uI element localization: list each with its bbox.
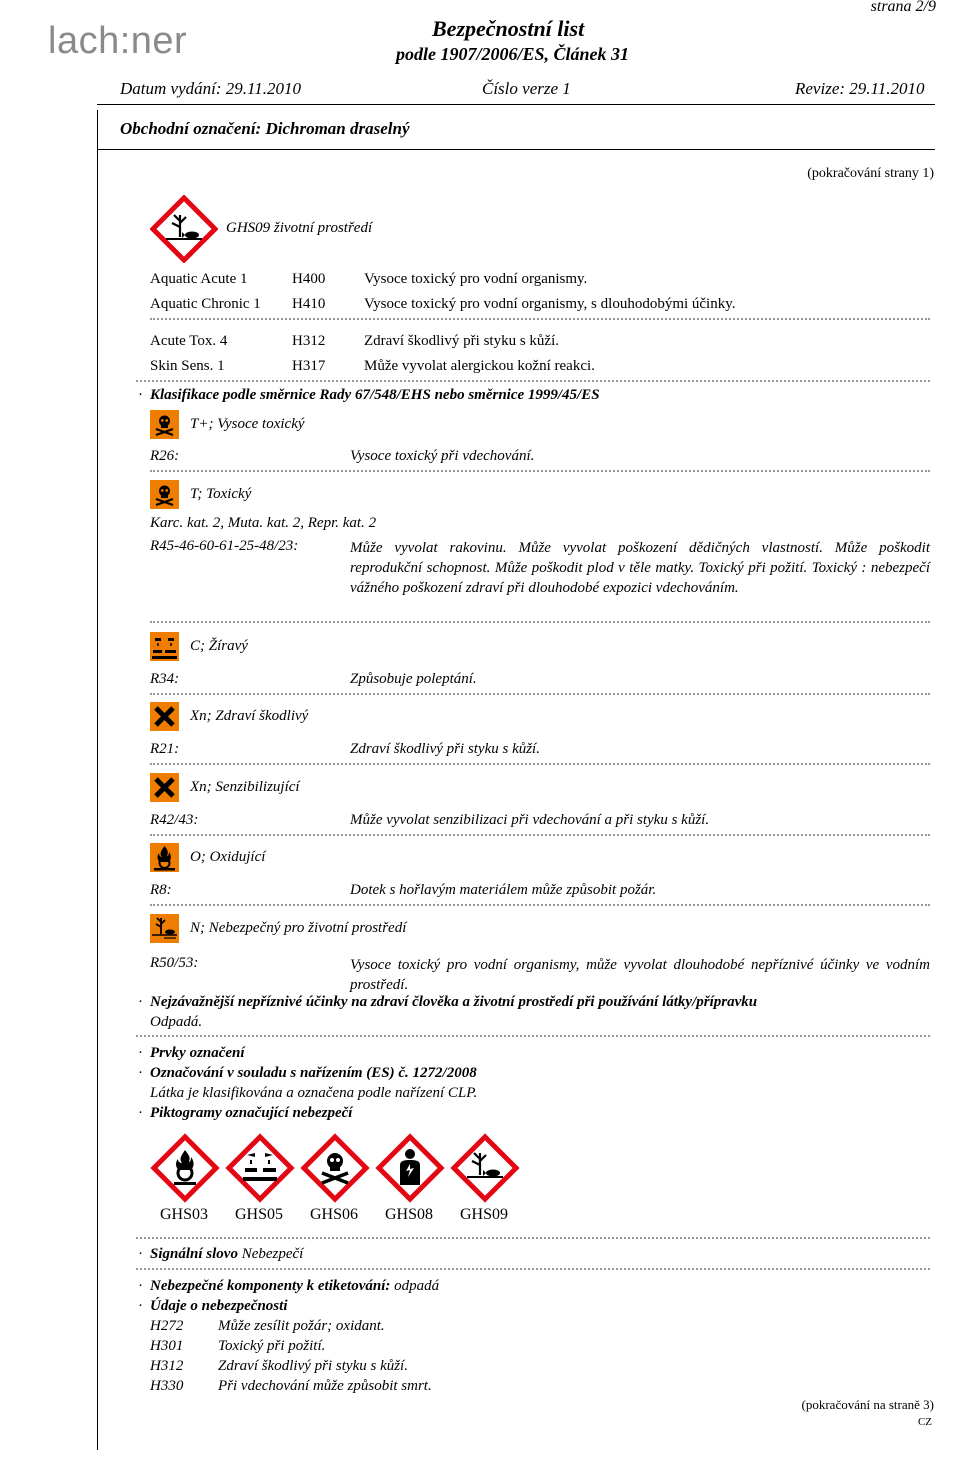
label-elements-heading: Prvky označení (150, 1045, 245, 1061)
r21-text: Zdraví škodlivý při styku s kůží. (350, 741, 540, 757)
xn-harmful-label: Xn; Zdraví škodlivý (190, 708, 309, 724)
h-text: Toxický při požití. (218, 1338, 326, 1354)
corrosion-icon (150, 632, 179, 661)
h-code: H301 (150, 1338, 184, 1354)
hazardous-components: Nebezpečné komponenty k etiketování: odpadá (150, 1278, 440, 1294)
r45-text: Může vyvolat rakovinu. Může vyvolat poškození dědičných vlastností. Může poškodit reprodukční schopnost. Může poškodit plod v těle matky. Toxický při požití. Toxický : nebezpečí vážného poškození zdraví při dlouhodobé expozici vdechováním. (350, 540, 930, 596)
pictogram-code: GHS03 (160, 1206, 209, 1223)
hazard-class: Skin Sens. 1 (150, 358, 225, 374)
r8-code: R8: (150, 882, 172, 898)
t-label: T; Toxický (190, 486, 252, 502)
c-label: C; Žíravý (190, 638, 248, 654)
hazardous-components-value: odpadá (394, 1278, 440, 1294)
issue-date: Datum vydání: 29.11.2010 (120, 79, 301, 98)
ghs08-health-hazard-icon (375, 1133, 445, 1203)
hazard-class: Aquatic Chronic 1 (150, 296, 261, 312)
hazard-text: Vysoce toxický pro vodní organismy, s dlouhodobými účinky. (364, 296, 736, 312)
pictogram-code: GHS08 (385, 1206, 434, 1223)
hazard-code: H317 (292, 358, 326, 374)
header-rule (97, 104, 935, 105)
language-code: CZ (917, 1416, 932, 1428)
n-label: N; Nebezpečný pro životní prostředí (190, 920, 407, 936)
skull-icon (150, 480, 179, 509)
r21-code: R21: (150, 741, 180, 757)
harmful-cross-icon (150, 702, 179, 731)
clp-text: Látka je klasifikována a označena podle nařízení CLP. (150, 1085, 478, 1101)
tplus-label: T+; Vysoce toxický (190, 416, 305, 432)
hazard-text: Může vyvolat alergickou kožní reakci. (364, 358, 595, 374)
adverse-effects-heading: Nejzávažnější nepříznivé účinky na zdraví člověka a životní prostředí při používání látky/přípravku (150, 994, 758, 1010)
document-title: Bezpečnostní list (432, 16, 585, 41)
r34-code: R34: (150, 671, 180, 687)
clp-heading: Označování v souladu s nařízením (ES) č. 1272/2008 (150, 1065, 477, 1081)
h-code: H330 (150, 1378, 184, 1394)
continuation-top: (pokračování strany 1) (807, 166, 934, 181)
skull-icon (150, 410, 179, 439)
h-text: Může zesílit požár; oxidant. (218, 1318, 385, 1334)
r8-text: Dotek s hořlavým materiálem může způsobit požár. (350, 882, 657, 898)
trade-name: Obchodní označení: Dichroman draselný (120, 119, 410, 138)
t-categories: Karc. kat. 2, Muta. kat. 2, Repr. kat. 2 (150, 515, 377, 531)
ghs09-environment-icon (150, 195, 218, 263)
pictogram-code: GHS06 (310, 1206, 359, 1223)
r26-code: R26: (150, 448, 180, 464)
hazard-class: Aquatic Acute 1 (150, 271, 248, 287)
hazard-text: Vysoce toxický pro vodní organismy. (364, 271, 588, 287)
pictogram-code: GHS09 (460, 1206, 509, 1223)
r42-text: Může vyvolat senzibilizaci při vdechování a při styku s kůží. (350, 812, 710, 828)
ghs09-environment-icon (450, 1133, 520, 1203)
signal-word: Signální slovo Nebezpečí (150, 1246, 304, 1262)
h-code: H312 (150, 1358, 184, 1374)
ghs09-label: GHS09 životní prostředí (226, 220, 373, 236)
h-text: Zdraví škodlivý při styku s kůží. (218, 1358, 408, 1374)
hazard-code: H400 (292, 271, 326, 287)
ghs03-flame-over-circle-icon (150, 1133, 220, 1203)
eu-classification-heading: Klasifikace podle směrnice Rady 67/548/EHS nebo směrnice 1999/45/ES (150, 387, 600, 403)
hazard-statements-heading: Údaje o nebezpečnosti (150, 1298, 288, 1314)
revision-date: Revize: 29.11.2010 (795, 79, 925, 98)
ghs05-corrosion-icon (225, 1133, 295, 1203)
continuation-bottom: (pokračování na straně 3) (801, 1397, 934, 1412)
r50-text: Vysoce toxický pro vodní organismy, může vyvolat dlouhodobé nepříznivé účinky ve vodním prostředí. (350, 957, 930, 993)
hazard-code: H312 (292, 333, 326, 349)
r50-code: R50/53: (150, 955, 199, 971)
hazard-code: H410 (292, 296, 326, 312)
left-margin-line (97, 110, 98, 1450)
signal-word-value: Nebezpečí (241, 1246, 304, 1262)
adverse-effects-value: Odpadá. (150, 1014, 203, 1030)
o-label: O; Oxidující (190, 849, 266, 865)
environment-icon (150, 914, 179, 943)
r34-text: Způsobuje poleptání. (350, 671, 477, 687)
h-code: H272 (150, 1318, 184, 1334)
pictograms-heading: Piktogramy označující nebezpečí (150, 1105, 353, 1121)
harmful-cross-icon (150, 773, 179, 802)
version-number: Číslo verze 1 (482, 79, 571, 98)
page-number: strana 2/9 (870, 0, 936, 15)
h-text: Při vdechování může způsobit smrt. (218, 1378, 432, 1394)
pictogram-code: GHS05 (235, 1206, 284, 1223)
company-logo: lach:ner (48, 20, 188, 62)
hazard-text: Zdraví škodlivý při styku s kůží. (364, 333, 559, 349)
document-subtitle: podle 1907/2006/ES, Článek 31 (396, 44, 630, 64)
hazard-class: Acute Tox. 4 (150, 333, 228, 349)
r26-text: Vysoce toxický při vdechování. (350, 448, 535, 464)
r45-code: R45-46-60-61-25-48/23: (150, 538, 299, 554)
trade-name-rule (97, 149, 935, 150)
xn-sensitizing-label: Xn; Senzibilizující (190, 779, 300, 795)
oxidizing-icon (150, 843, 179, 872)
ghs06-skull-crossbones-icon (300, 1133, 370, 1203)
r42-code: R42/43: (150, 812, 199, 828)
